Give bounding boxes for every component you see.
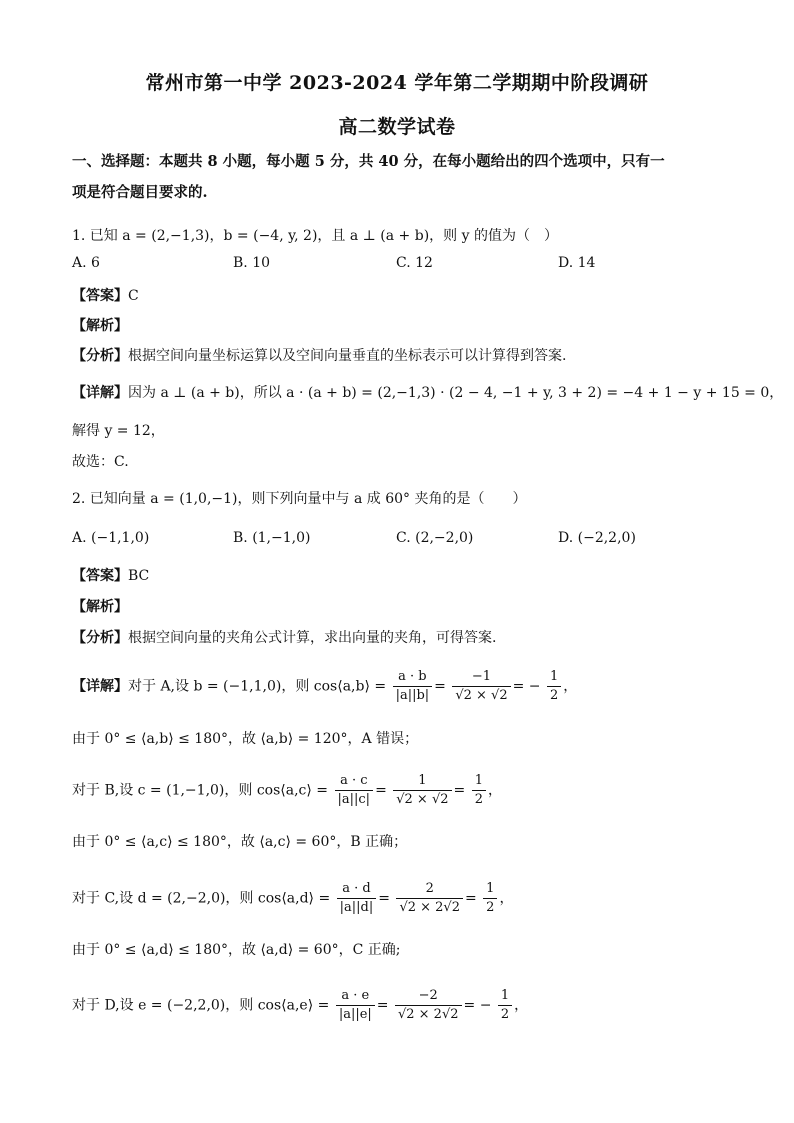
frac-numerator: 1 <box>483 880 497 899</box>
frac-denominator: |a||c| <box>337 792 371 807</box>
q1-analysis-line <box>72 346 566 366</box>
q2-case-d-eq: = − <box>463 997 492 1014</box>
frac-numerator: 1 <box>547 668 561 687</box>
q2-case-b-range: 由于 0° ≤ ⟨a,c⟩ ≤ 180°，故 ⟨a,c⟩ = 60°，B 正确； <box>72 834 408 850</box>
frac-numerator: 2 <box>396 880 463 899</box>
q2-option-d: D. (−2,2,0) <box>558 530 636 546</box>
q1-option-a: A. 6 <box>72 255 100 271</box>
q2-case-a-pre: 对于 A,设 b = (−1,1,0)，则 cos⟨a,b⟩ = <box>128 678 387 695</box>
q2-case-d: 对于 D,设 e = (−2,2,0)，则 cos⟨a,e⟩ = $\frac{a \cdot e}{|a||e|}$ = $\frac{-2}{√2 \times 2√2}$ = − $\frac{1}{2}$ ， <box>72 988 529 1022</box>
q1-jiexi-tag <box>72 316 128 336</box>
q2-case-b-post: ， <box>488 782 502 799</box>
q1-detail-line <box>72 383 783 403</box>
q2-answer-line <box>72 566 149 586</box>
frac-denominator: |a||e| <box>338 1007 372 1022</box>
section-heading-line2: 项是符合题目要求的. <box>72 184 208 201</box>
q2-case-c: 对于 C,设 d = (2,−2,0)，则 cos⟨a,d⟩ = $\frac{a \cdot d}{|a||d|}$ = $\frac{2}{√2 \times 2√2}$ = $\frac{1}{2}$ ， <box>72 881 514 915</box>
frac-numerator: 1 <box>393 772 451 791</box>
q2-option-c: C. (2,−2,0) <box>396 530 474 546</box>
frac-denominator: 2 <box>550 688 559 703</box>
q2-case-b-frac3 <box>472 772 486 809</box>
frac-denominator: √2 × √2 <box>455 688 508 703</box>
q2-analysis-tag: 【分析】 <box>72 630 128 646</box>
q2-case-c-frac1 <box>337 880 377 917</box>
q2-case-c-frac3 <box>483 880 497 917</box>
q2-case-a-post: ， <box>563 678 578 695</box>
q2-case-d-pre: 对于 D,设 e = (−2,2,0)，则 cos⟨a,e⟩ = <box>72 997 330 1014</box>
frac-numerator: 1 <box>498 987 512 1006</box>
q2-case-c-post: ， <box>499 890 514 907</box>
frac-denominator: |a||b| <box>395 688 430 703</box>
q1-analysis-tag: 【分析】 <box>72 348 128 364</box>
q2-case-b-frac2 <box>393 772 451 809</box>
q2-analysis-line <box>72 628 496 648</box>
q1-answer-line <box>72 286 139 306</box>
q1-option-b: B. 10 <box>233 255 271 271</box>
q1-stem: 1. 已知 a = (2,−1,3)，b = (−4, y, 2)，且 a ⊥ (a + b)，则 y 的值为（ ） <box>72 228 558 244</box>
q1-option-d: D. 14 <box>558 255 596 271</box>
exam-title: 常州市第一中学 2023-2024 学年第二学期期中阶段调研 <box>145 72 649 94</box>
exam-subtitle: 高二数学试卷 <box>338 116 456 138</box>
q2-case-d-post: ， <box>514 997 529 1014</box>
q2-case-b: 对于 B,设 c = (1,−1,0)，则 cos⟨a,c⟩ = $\frac{a \cdot c}{|a||c|}$ = $\frac{1}{√2 \times √2}$ = $\frac{1}{2}$ ， <box>72 773 502 807</box>
q1-detail: 因为 a ⊥ (a + b)，所以 a · (a + b) = (2,−1,3) · (2 − 4, −1 + y, 3 + 2) = −4 + 1 − y + 15 = 0， <box>128 385 784 401</box>
q2-case-a-range: 由于 0° ≤ ⟨a,b⟩ ≤ 180°，故 ⟨a,b⟩ = 120°，A 错误； <box>72 731 419 747</box>
q2-option-b: B. (1,−1,0) <box>233 530 311 546</box>
q2-case-a: 【详解】对于 A,设 b = (−1,1,0)，则 cos⟨a,b⟩ = $\frac{a \cdot b}{|a||b|}$ = $\frac{-1}{√2 \times √2}$ = − $\frac{1}{2}$ ， <box>72 669 578 703</box>
q1-answer-tag: 【答案】 <box>72 288 128 304</box>
q2-case-d-frac3 <box>498 987 512 1024</box>
frac-denominator: 2 <box>486 900 495 915</box>
frac-denominator: √2 × 2√2 <box>397 1007 459 1022</box>
q1-answer: C <box>128 288 139 304</box>
q2-answer-tag: 【答案】 <box>72 568 128 584</box>
q2-case-b-frac1 <box>335 772 374 809</box>
frac-numerator: −1 <box>452 668 510 687</box>
frac-numerator: a · d <box>337 880 377 899</box>
q2-case-d-frac2 <box>395 987 462 1024</box>
q2-case-a-frac3 <box>547 668 561 705</box>
section-heading-line1: 一、选择题：本题共 8 小题，每小题 5 分，共 40 分，在每小题给出的四个选项中，只有一 <box>72 153 665 170</box>
frac-numerator: a · b <box>393 668 433 687</box>
q2-case-b-pre: 对于 B,设 c = (1,−1,0)，则 cos⟨a,c⟩ = <box>72 782 329 799</box>
q2-jiexi-label: 【解析】 <box>72 599 128 615</box>
q2-analysis: 根据空间向量的夹角公式计算，求出向量的夹角，可得答案. <box>128 630 497 646</box>
q2-option-a: A. (−1,1,0) <box>72 530 150 546</box>
q2-jiexi-tag <box>72 597 128 617</box>
frac-numerator: 1 <box>472 772 486 791</box>
q2-case-d-frac1 <box>336 987 375 1024</box>
q1-choose: 故选：C. <box>72 454 129 470</box>
frac-denominator: √2 × √2 <box>396 792 449 807</box>
q1-option-c: C. 12 <box>396 255 433 271</box>
q1-solve: 解得 y = 12， <box>72 423 165 439</box>
q1-analysis: 根据空间向量坐标运算以及空间向量垂直的坐标表示可以计算得到答案. <box>128 348 567 364</box>
frac-denominator: 2 <box>500 1007 510 1022</box>
q2-case-a-eq: = − <box>512 678 541 695</box>
q2-case-c-range: 由于 0° ≤ ⟨a,d⟩ ≤ 180°，故 ⟨a,d⟩ = 60°，C 正确; <box>72 942 401 958</box>
frac-denominator: |a||d| <box>339 900 374 915</box>
q2-case-a-frac1 <box>393 668 433 705</box>
frac-numerator: −2 <box>395 987 462 1006</box>
q2-detail-tag: 【详解】 <box>72 678 128 695</box>
q2-stem: 2. 已知向量 a = (1,0,−1)，则下列向量中与 a 成 60° 夹角的是（ ） <box>72 491 527 507</box>
q2-case-c-frac2 <box>396 880 463 917</box>
frac-numerator: a · c <box>335 772 374 791</box>
q2-case-c-pre: 对于 C,设 d = (2,−2,0)，则 cos⟨a,d⟩ = <box>72 890 331 907</box>
q2-answer: BC <box>128 568 150 584</box>
frac-denominator: 2 <box>474 792 483 807</box>
q2-case-a-frac2 <box>452 668 510 705</box>
frac-numerator: a · e <box>336 987 375 1006</box>
q1-detail-tag: 【详解】 <box>72 385 128 401</box>
q1-jiexi-label: 【解析】 <box>72 318 128 334</box>
frac-denominator: √2 × 2√2 <box>399 900 460 915</box>
